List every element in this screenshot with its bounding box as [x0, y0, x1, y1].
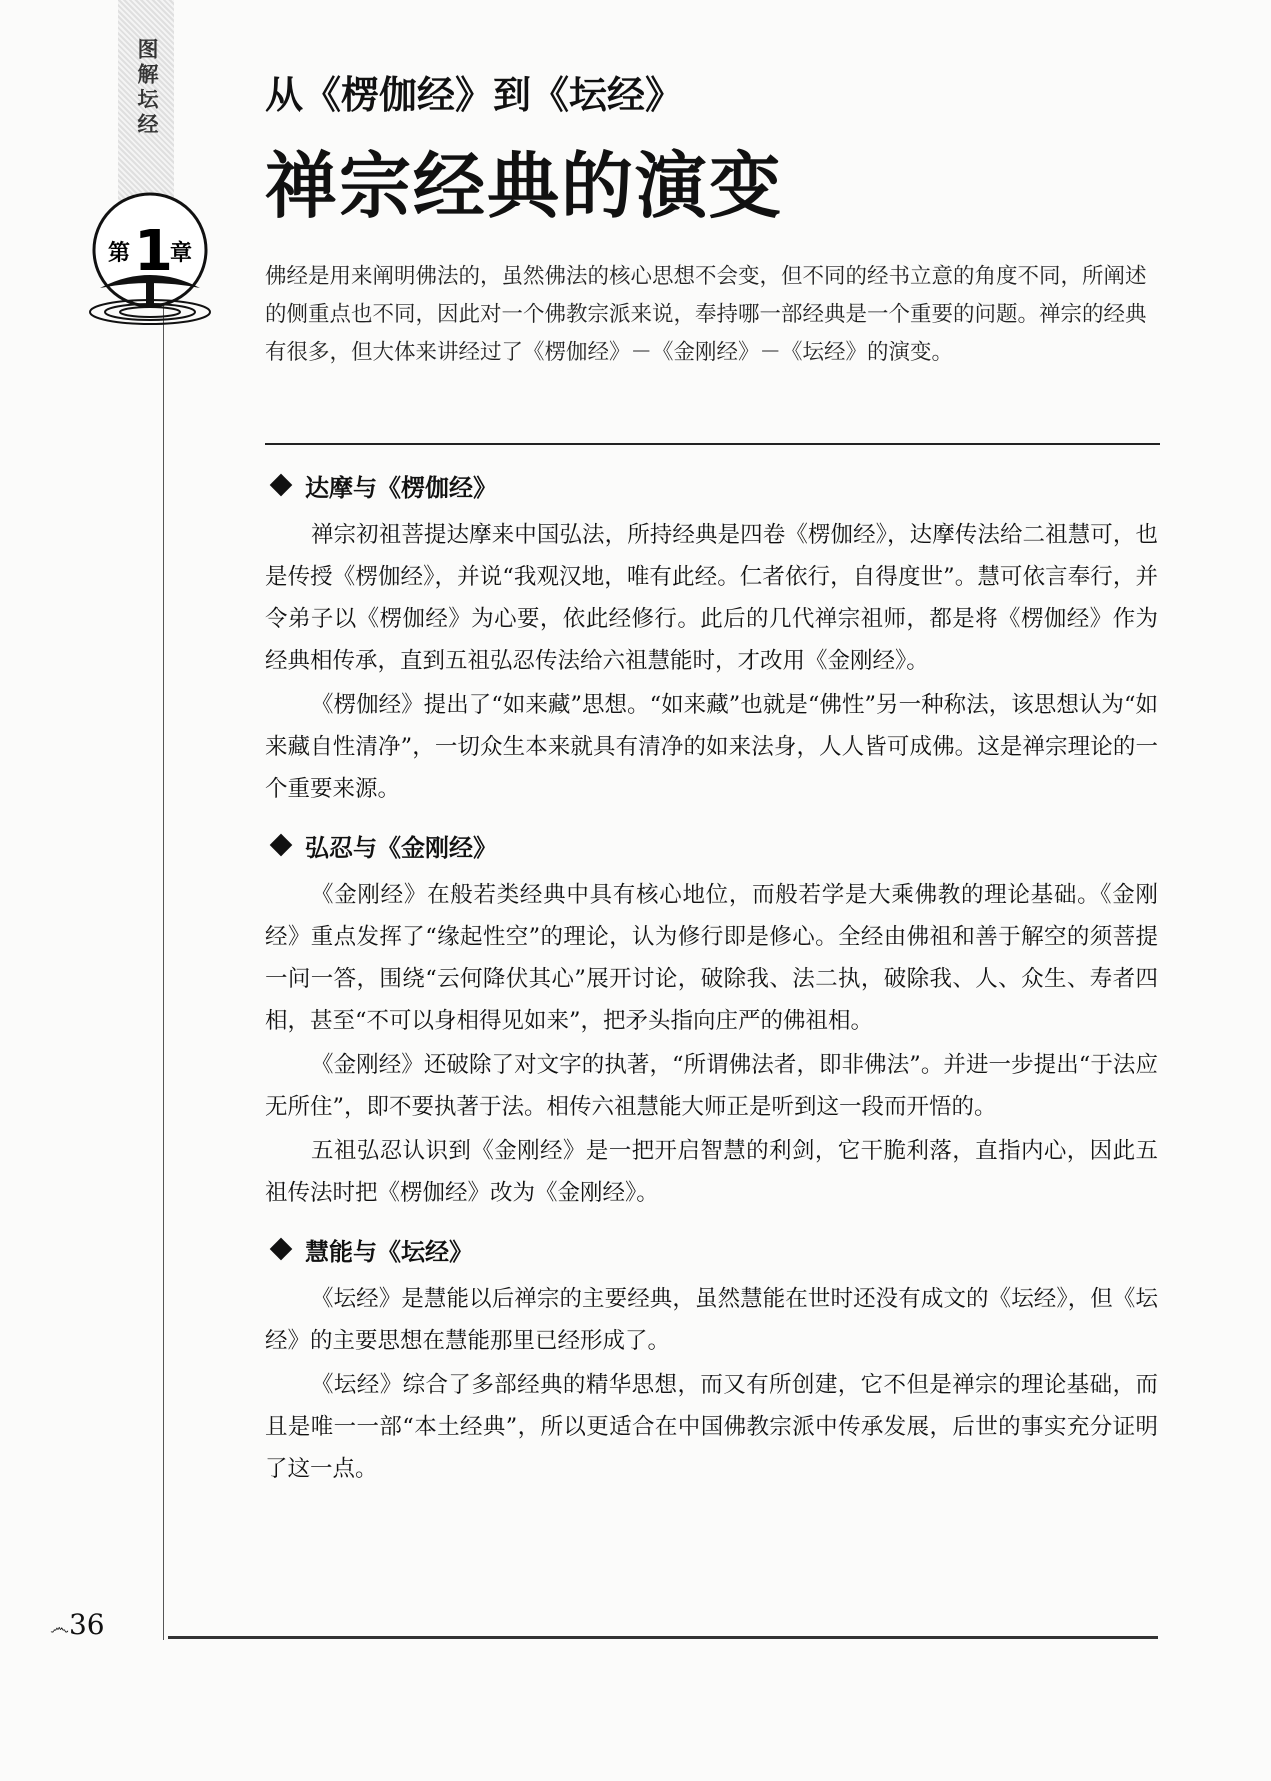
footer-divider — [168, 1636, 1158, 1639]
paragraph: 《坛经》是慧能以后禅宗的主要经典，虽然慧能在世时还没有成文的《坛经》，但《坛经》的主要思想在慧能那里已经形成了。 — [265, 1286, 1158, 1354]
paragraph: 五祖弘忍认识到《金刚经》是一把开启智慧的利剑，它干脆利落，直指内心，因此五祖传法时把《楞伽经》改为《金刚经》。 — [265, 1138, 1158, 1206]
paragraph: 《楞伽经》提出了“如来藏”思想。“如来藏”也就是“佛性”另一种称法，该思想认为“如来藏自性清净”，一切众生本来就具有清净的如来法身，人人皆可成佛。这是禅宗理论的一个重要来源。 — [265, 692, 1158, 802]
diamond-bullet-icon — [270, 1238, 293, 1261]
badge-number: 1 — [134, 219, 173, 284]
section — [265, 1232, 1158, 1490]
section-heading — [265, 468, 1158, 508]
paragraph: 《金刚经》还破除了对文字的执著，“所谓佛法者，即非佛法”。并进一步提出“于法应无所住”，即不要执著于法。相传六祖慧能大师正是听到这一段而开悟的。 — [265, 1052, 1158, 1120]
section — [265, 828, 1158, 1214]
section-heading-text: 弘忍与《金刚经》 — [305, 834, 497, 862]
badge-prefix: 第 — [108, 241, 131, 266]
diamond-bullet-icon — [270, 474, 293, 497]
chapter-title: 禅宗经典的演变 — [265, 144, 784, 228]
section-heading-text: 达摩与《楞伽经》 — [305, 474, 497, 502]
section — [265, 468, 1158, 810]
page-number-text: 36 — [68, 1608, 105, 1641]
chapter-subtitle: 从《楞伽经》到《坛经》 — [265, 73, 684, 117]
cloud-ornament-icon: ෴ — [50, 1615, 69, 1639]
margin-line — [163, 300, 164, 1640]
section-heading-text: 慧能与《坛经》 — [305, 1238, 473, 1266]
section-heading — [265, 1232, 1158, 1272]
intro-paragraph: 佛经是用来阐明佛法的，虽然佛法的核心思想不会变，但不同的经书立意的角度不同，所阐述的侧重点也不同，因此对一个佛教宗派来说，奉持哪一部经典是一个重要的问题。禅宗的经典有很多，但大体来讲经过了《楞伽经》－《金刚经》－《坛经》的演变。 — [265, 264, 1147, 365]
page-number — [50, 1608, 105, 1641]
diamond-bullet-icon — [270, 834, 293, 857]
paragraph: 《坛经》综合了多部经典的精华思想，而又有所创建，它不但是禅宗的理论基础，而且是唯一一部“本土经典”，所以更适合在中国佛教宗派中传承发展，后世的事实充分证明了这一点。 — [265, 1372, 1158, 1482]
paragraph: 《金刚经》在般若类经典中具有核心地位，而般若学是大乘佛教的理论基础。《金刚经》重点发挥了“缘起性空”的理论，认为修行即是修心。全经由佛祖和善于解空的须菩提一问一答，围绕“云何降伏其心”展开讨论，破除我、法二执，破除我、人、众生、寿者四相，甚至“不可以身相得见如来”，把矛头指向庄严的佛祖相。 — [265, 882, 1158, 1034]
article-body — [265, 450, 1158, 1492]
chapter-badge — [60, 190, 240, 370]
section-heading — [265, 828, 1158, 868]
intro-divider — [265, 443, 1160, 445]
sidebar-label: 图解坛经 — [135, 38, 159, 138]
badge-suffix: 章 — [170, 241, 193, 266]
paragraph: 禅宗初祖菩提达摩来中国弘法，所持经典是四卷《楞伽经》，达摩传法给二祖慧可，也是传授《楞伽经》，并说“我观汉地，唯有此经。仁者依行，自得度世”。慧可依言奉行，并令弟子以《楞伽经》为心要，依此经修行。此后的几代禅宗祖师，都是将《楞伽经》作为经典相传承，直到五祖弘忍传法给六祖慧能时，才改用《金刚经》。 — [265, 522, 1158, 674]
